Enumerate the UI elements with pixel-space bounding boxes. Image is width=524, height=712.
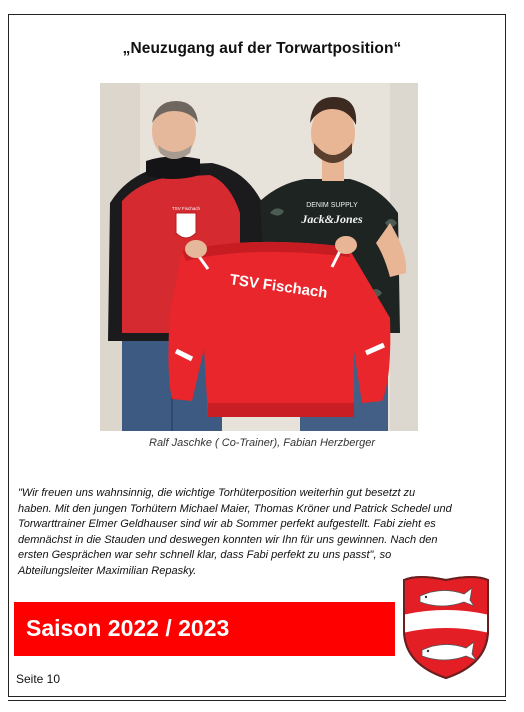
season-banner [14,602,395,656]
quote-line: Abteilungsleiter Maximilian Repasky. [18,564,197,577]
page-number: Seite 10 [16,672,61,686]
jersey-print: TSV Fischach [228,271,329,302]
footer-rule [8,700,506,701]
quote-line: ersten Gesprächen war sehr schnell klar, dass Fabi perfekt zu uns passt", so [18,549,392,562]
quote-line: demnächst in die Stauden und deswegen konnten wir Ihn für uns gewinnen. Nach den [18,533,438,546]
season-banner-text: Saison 2022 / 2023 [26,615,230,641]
team-photo [100,83,418,431]
hoodie-badge-text: TSV Fischach [171,206,201,211]
quote-line: haben. Mit den jungen Torhütern Michael Maier, Thomas Kröner und Patrick Schedel und [18,502,452,515]
photo-caption: Ralf Jaschke ( Co-Trainer), Fabian Herzberger [149,437,375,449]
article-title: „Neuzugang auf der Torwartposition“ [122,40,402,57]
quote-line: Torwarttrainer Elmer Geldhauser sind wir ab Sommer perfekt aufgestellt. Fabi zieht es [18,518,436,531]
quote-line: "Wir freuen uns wahnsinnig, die wichtige Torhüterposition weiterhin gut besetzt zu [18,487,416,499]
tshirt-print-logo: Jack&Jones [301,212,363,226]
coat-of-arms-fish-icon [398,572,494,680]
quote-paragraph [18,486,508,580]
tshirt-print-top: DENIM SUPPLY [306,202,358,209]
